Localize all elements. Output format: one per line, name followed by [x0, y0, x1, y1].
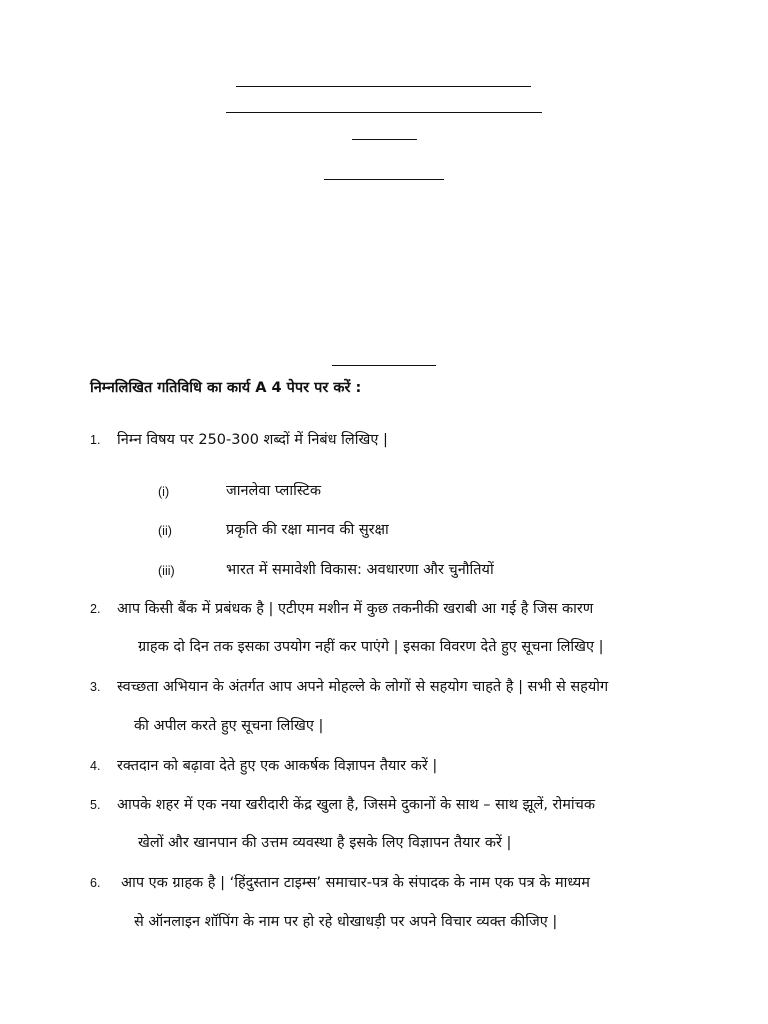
item-number: 2.: [90, 602, 101, 616]
subtopic-numeral: (iii): [158, 564, 175, 578]
item-number: 5.: [90, 798, 101, 812]
header-blank-line-4: [324, 179, 444, 180]
item-text: आप एक ग्राहक है | ‘हिंदुस्तान टाइम्स’ समाचार-पत्र के संपादक के नाम एक पत्र के माध्यम: [121, 875, 590, 891]
item-text: आप किसी बैंक में प्रबंधक है | एटीएम मशीन में कुछ तकनीकी खराबी आ गई है जिस कारण: [117, 601, 594, 617]
item-text: निम्न विषय पर 250-300 शब्दों में निबंध लिखिए |: [117, 432, 388, 448]
subtopic-text: भारत में समावेशी विकास: अवधारणा और चुनौतियों: [226, 562, 494, 578]
subtopic-text: प्रकृति की रक्षा मानव की सुरक्षा: [226, 522, 389, 538]
instruction-heading: निम्नलिखित गतिविधि का कार्य A 4 पेपर पर करें :: [90, 380, 362, 396]
header-blank-line-2: [226, 112, 542, 113]
item-number: 4.: [90, 759, 101, 773]
header-blank-line-3: [352, 139, 417, 140]
subtopic-text: जानलेवा प्लास्टिक: [226, 483, 321, 499]
header-blank-line-1: [236, 86, 531, 87]
subtopic-numeral: (ii): [158, 524, 172, 538]
section-blank-line: [332, 365, 436, 366]
item-text-continuation: की अपील करते हुए सूचना लिखिए |: [134, 718, 324, 734]
item-number: 1.: [90, 433, 101, 447]
item-text-continuation: से ऑनलाइन शॉपिंग के नाम पर हो रहे धोखाधड़ी पर अपने विचार व्यक्त कीजिए |: [134, 914, 558, 930]
item-text: स्वच्छता अभियान के अंतर्गत आप अपने मोहल्ले के लोगों से सहयोग चाहते है | सभी से सहयोग: [117, 679, 609, 695]
item-text-continuation: खेलों और खानपान की उत्तम व्यवस्था है इसके लिए विज्ञापन तैयार करें |: [138, 835, 512, 851]
item-text: रक्तदान को बढ़ावा देते हुए एक आकर्षक विज्ञापन तैयार करें |: [117, 758, 438, 774]
item-number: 6.: [90, 876, 101, 890]
subtopic-numeral: (i): [158, 485, 170, 499]
item-text: आपके शहर में एक नया खरीदारी केंद्र खुला है, जिसमे दुकानों के साथ – साथ झूलें, रोमांचक: [117, 797, 596, 813]
item-number: 3.: [90, 680, 101, 694]
item-text-continuation: ग्राहक दो दिन तक इसका उपयोग नहीं कर पाएंगे | इसका विवरण देते हुए सूचना लिखिए |: [138, 639, 604, 655]
